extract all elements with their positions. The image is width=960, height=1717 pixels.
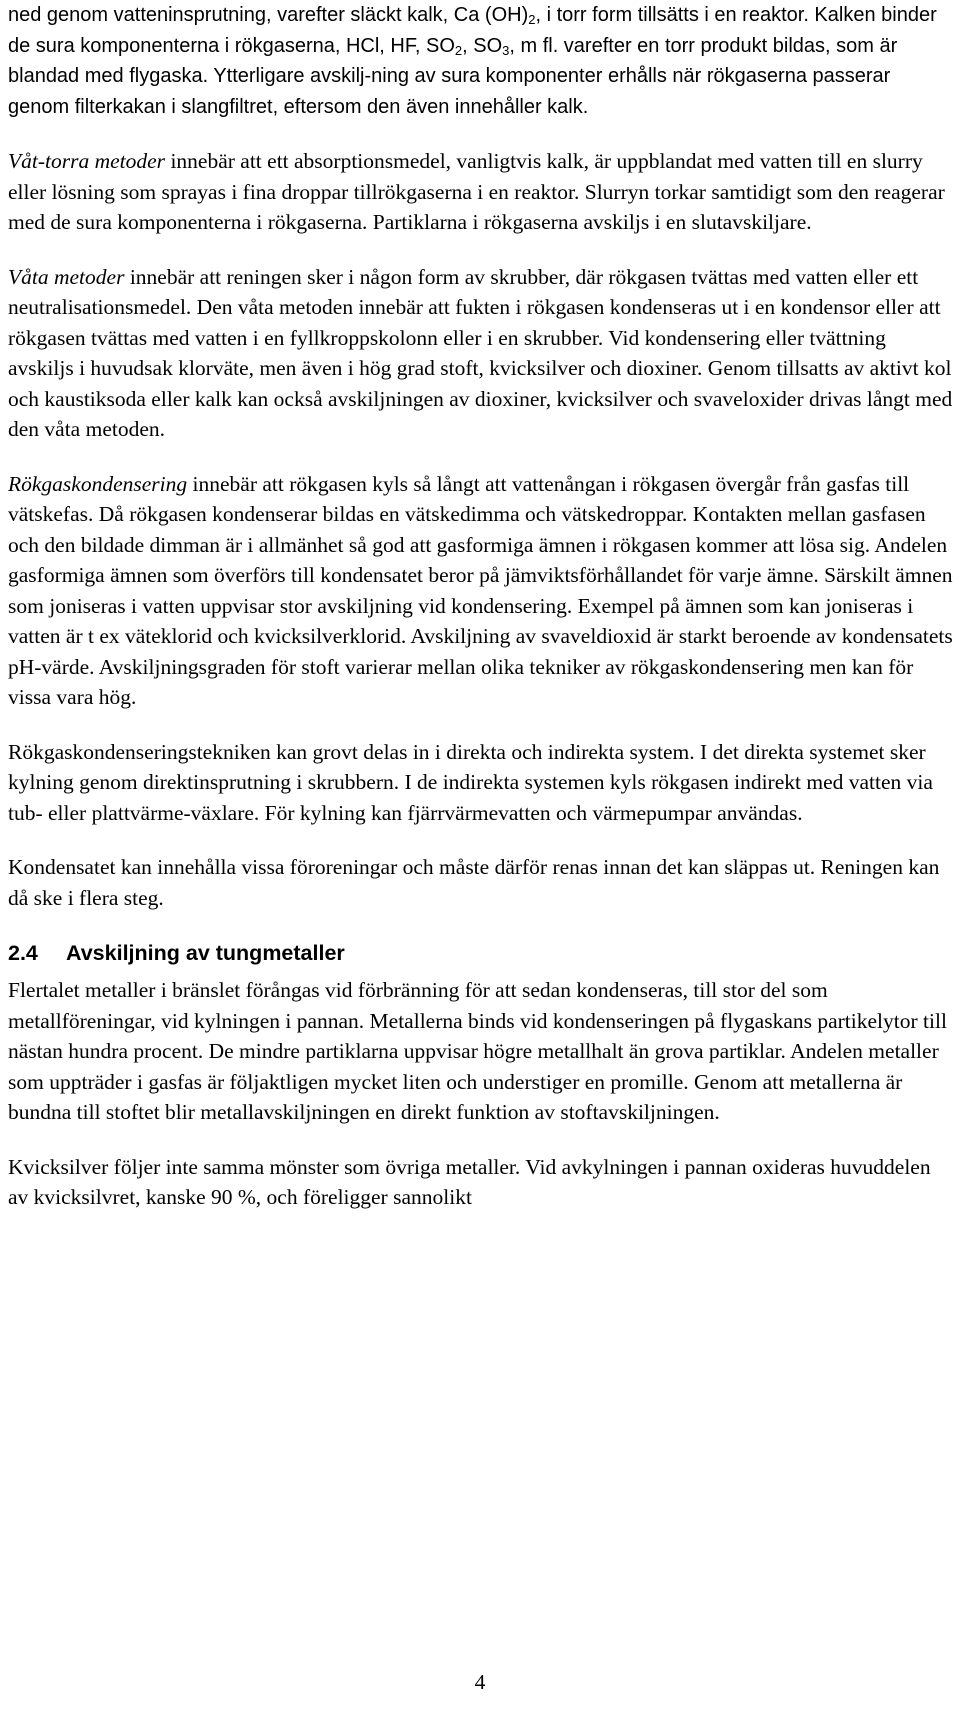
subscript: 2 <box>454 42 463 58</box>
document-page <box>8 0 954 1213</box>
paragraph-wet-dry-methods <box>8 146 954 238</box>
page-number: 4 <box>474 1670 486 1694</box>
paragraph-dry-method <box>8 0 954 122</box>
section-heading <box>8 939 954 967</box>
paragraph-text: , i torr form tillsätts i en reaktor. Kalken binder de sura komponenterna i rökgaserna, HCl, HF, SO <box>8 4 937 57</box>
term-italic: Våta metoder <box>8 264 125 289</box>
paragraph-text: , SO <box>462 34 503 57</box>
paragraph-heavy-metals: Flertalet metaller i bränslet förångas vid förbränning för att sedan kondenseras, till stor del som metallföreningar, vid kylningen i pannan. Metallerna binds vid kondenseringen på flygaskans partikelytor till nästan hundra procent. De mindre partiklarna uppvisar högre metallhalt än grova partiklar. Andelen metaller som uppträder i gasfas är följaktligen mycket liten och understiger en promille. Genom att metallerna är bundna till stoftet blir metallavskiljningen en direkt funktion av stoftavskiljningen. <box>8 978 947 1124</box>
paragraph-text: ned genom vatteninsprutning, varefter släckt kalk, Ca (OH) <box>8 4 529 26</box>
paragraph-mercury: Kvicksilver följer inte samma mönster som övriga metaller. Vid avkylningen i pannan oxideras huvuddelen av kvicksilvret, kanske 90 %, och föreligger sannolikt <box>8 1154 931 1209</box>
paragraph-text: innebär att rökgasen kyls så långt att vattenångan i rökgasen övergår från gasfas till vätskefas. Då rökgasen kondenserar bildas en vätskedimma och vätskedroppar. Kontakten mellan gasfasen och den bildade dimman är i allmänhet så god att gasformiga ämnen i rökgasen kommer att lösa sig. Andelen gasformiga ämnen som överförs till kondensatet beror på jämviktsförhållandet för varje ämne. Särskilt ämnen som joniseras i vatten uppvisar stor avskiljning vid kondensering. Exempel på ämnen som kan joniseras i vatten är t ex väteklorid och kvicksilverklorid. Avskiljning av svaveldioxid är starkt beroende av kondensatets pH-värde. Avskiljningsgraden för stoft varierar mellan olika tekniker av rökgaskondensering men kan för vissa vara hög. <box>8 471 953 709</box>
term-italic: Våt-torra metoder <box>8 149 166 173</box>
paragraph-flue-gas-condensation <box>8 469 954 713</box>
subscript: 3 <box>502 42 510 58</box>
subscript: 2 <box>528 12 536 27</box>
paragraph-wet-methods <box>8 262 954 445</box>
paragraph-text: innebär att reningen sker i någon form av skrubber, där rökgasen tvättas med vatten eller ett neutralisationsmedel. Den våta metoden innebär att fukten i rökgasen kondenseras ut i en kondensor eller att rökgasen tvättas med vatten i en fyllkroppskolonn eller i en skrubber. Vid kondensering eller tvättning avskiljs i huvudsak klorväte, men även i hög grad stoft, kvicksilver och dioxiner. Genom tillsatts av aktivt kol och kaustiksoda eller kalk kan också avskiljningen av dioxiner, kvicksilver och svaveloxider drivas långt med den våta metoden. <box>8 264 953 441</box>
paragraph-condensate-cleaning: Kondensatet kan innehålla vissa föroreningar och måste därför renas innan det kan släppas ut. Reningen kan då ske i flera steg. <box>8 855 940 910</box>
section-number: 2.4 <box>8 941 38 965</box>
term-italic: Rökgaskondensering <box>8 471 188 496</box>
paragraph-text: , m fl. varefter en torr produkt bildas, som är blandad med flygaska. Ytterligare avskilj-ning av sura komponenter erhålls när rökgaserna passerar genom filterkakan i slangfiltret, eftersom den även innehåller kalk. <box>8 34 898 118</box>
section-title: Avskiljning av tungmetaller <box>66 941 345 965</box>
paragraph-text: innebär att ett absorptionsmedel, vanligtvis kalk, är uppblandat med vatten till en slurry eller lösning som sprayas i fina droppar tillrökgaserna i en reaktor. Slurryn torkar samtidigt som den reagerar med de sura komponenterna i rökgaserna. Partiklarna i rökgaserna avskiljs i en slutavskiljare. <box>8 149 945 234</box>
paragraph-condensation-systems: Rökgaskondenseringstekniken kan grovt delas in i direkta och indirekta system. I det direkta systemet sker kylning genom direktinsprutning i skrubbern. I de indirekta systemen kyls rökgasen indirekt med vatten via tub- eller plattvärme-växlare. För kylning kan fjärrvärmevatten och värmepumpar användas. <box>8 739 933 825</box>
